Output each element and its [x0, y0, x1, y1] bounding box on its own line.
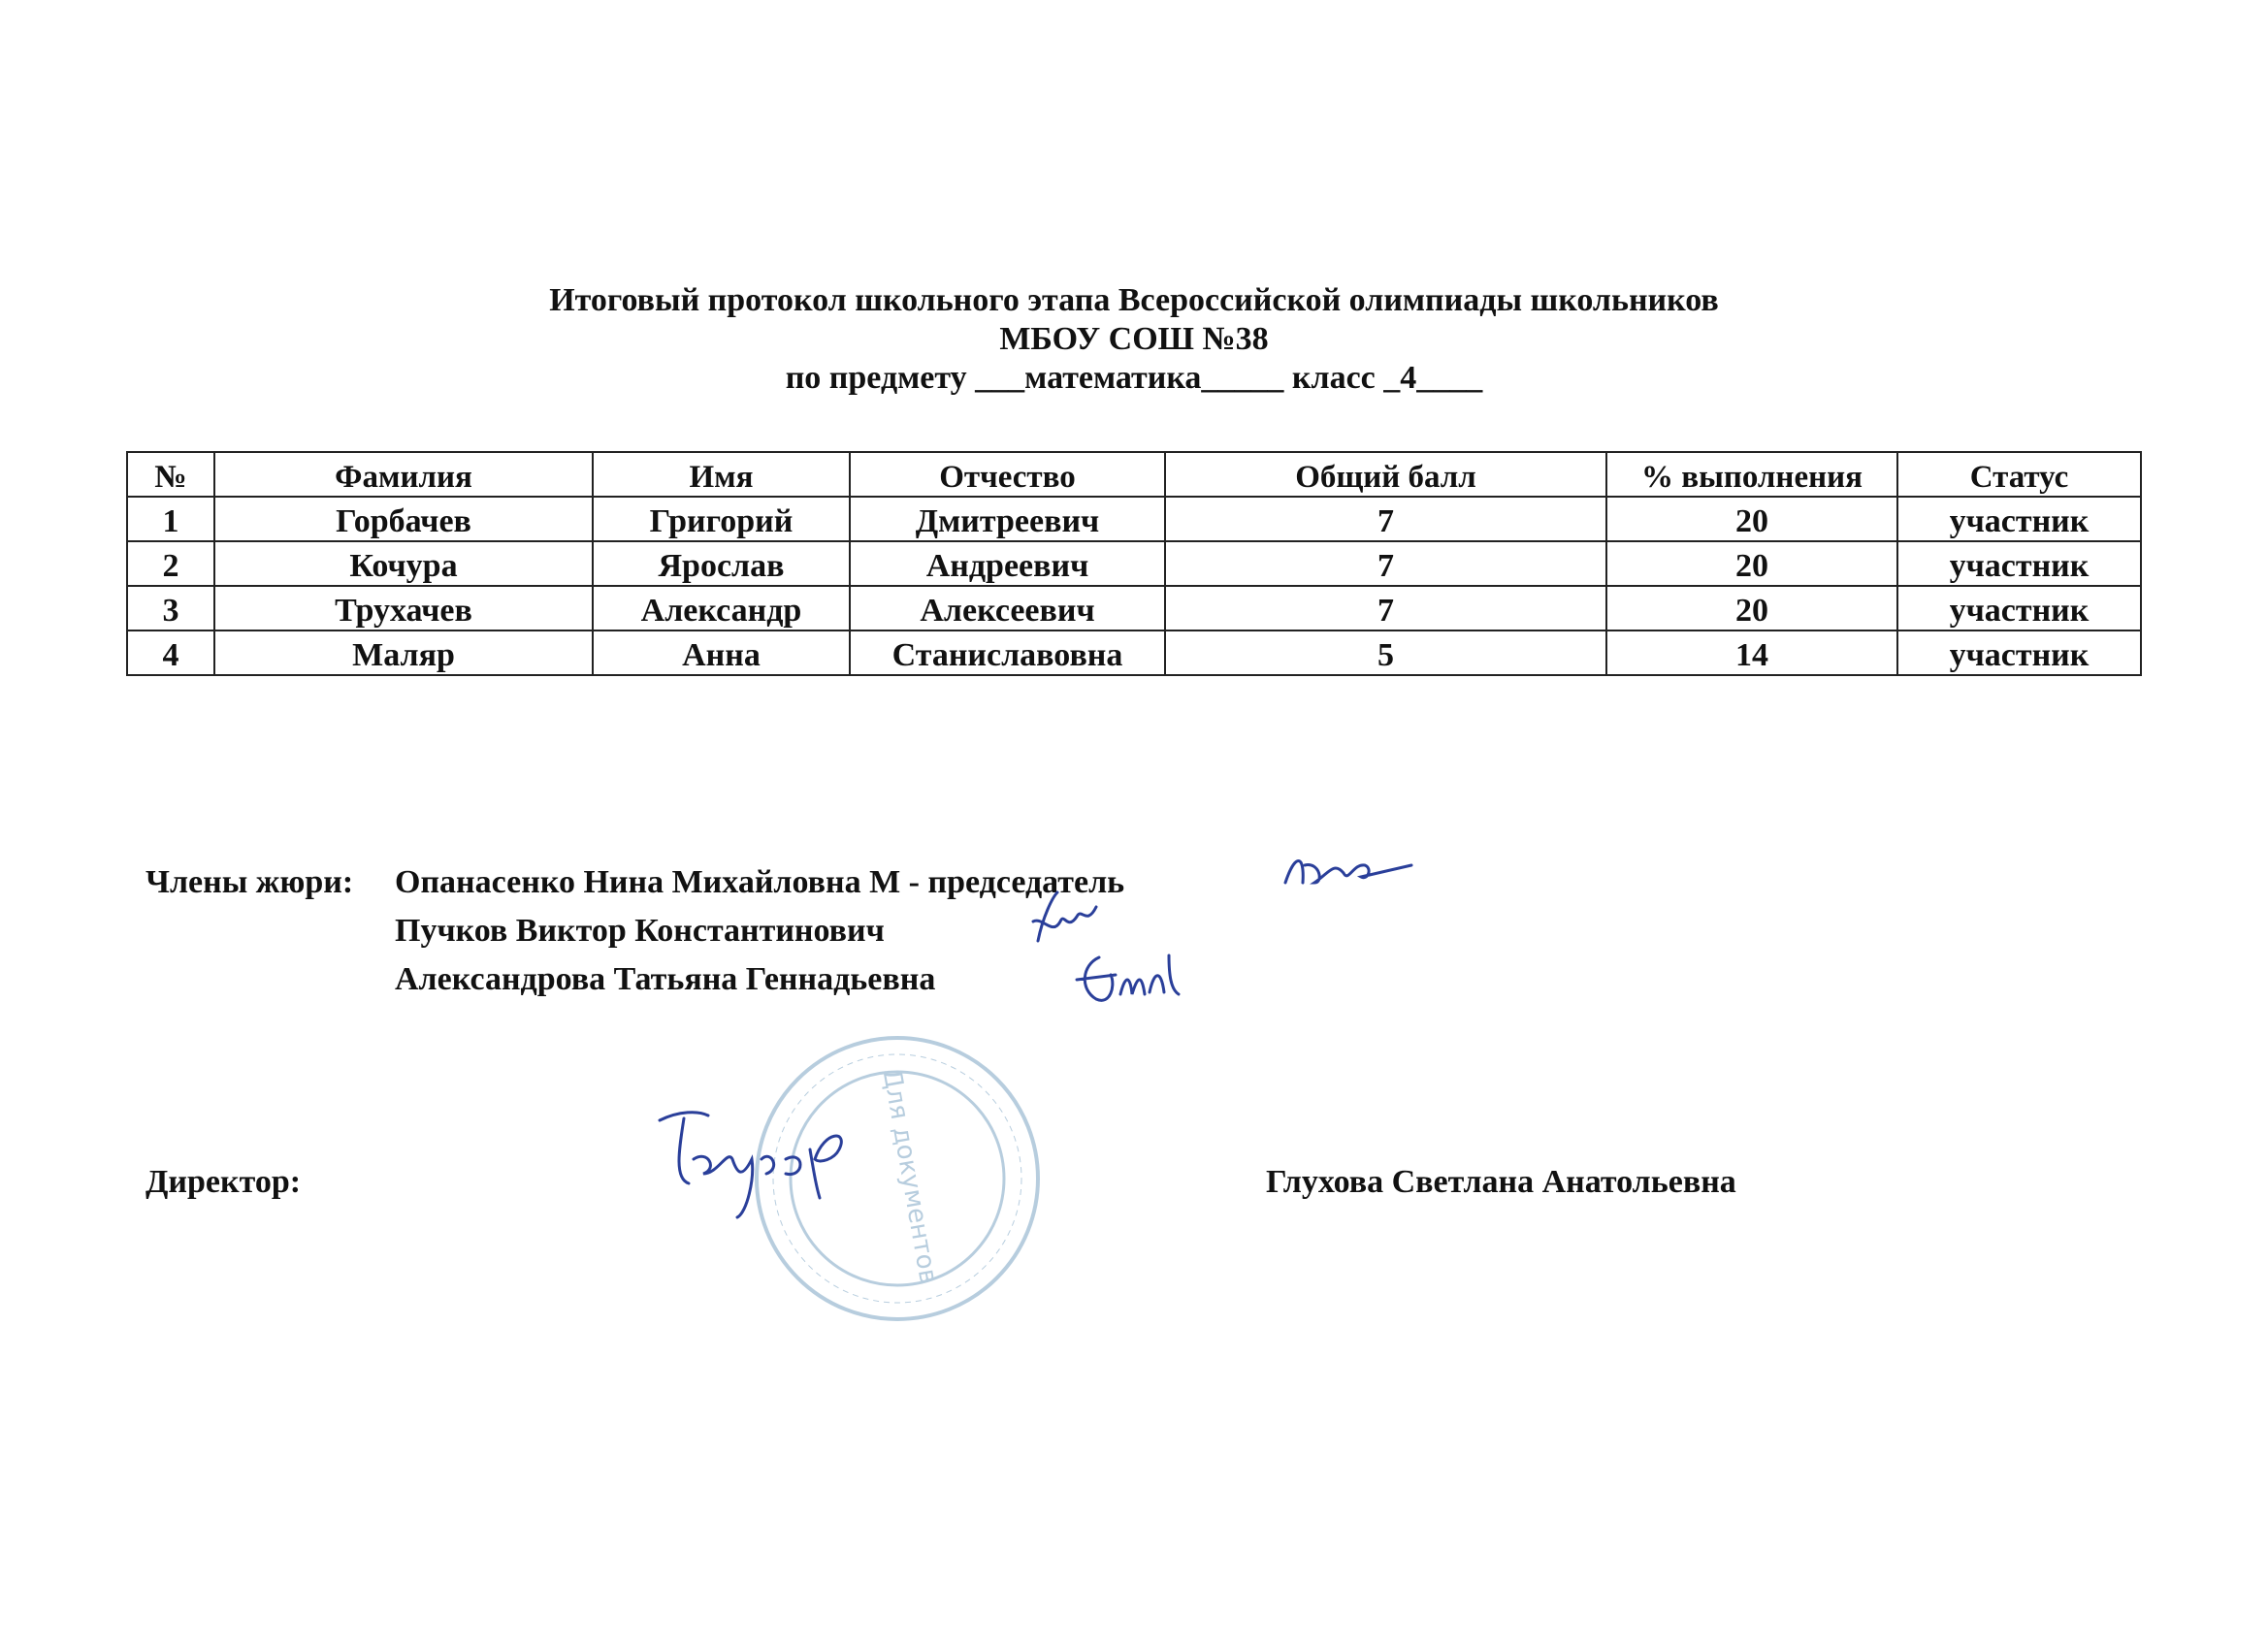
table-row	[127, 586, 2141, 630]
cell-status: участник	[1897, 497, 2141, 541]
jury-member: Пучков Виктор Константинович	[395, 913, 885, 949]
cell-num: 4	[127, 630, 214, 675]
signature-member-2	[1023, 888, 1101, 946]
stamp-text: Для документов	[876, 1066, 944, 1287]
cell-surname: Трухачев	[214, 586, 593, 630]
cell-percent: 14	[1606, 630, 1897, 675]
cell-score: 7	[1165, 586, 1606, 630]
col-header-percent: % выполнения	[1606, 452, 1897, 497]
col-header-surname: Фамилия	[214, 452, 593, 497]
cell-status: участник	[1897, 541, 2141, 586]
cell-num: 1	[127, 497, 214, 541]
cell-patronymic: Станиславовна	[850, 630, 1165, 675]
signature-member-3	[1072, 946, 1188, 1014]
cell-num: 3	[127, 586, 214, 630]
cell-status: участник	[1897, 586, 2141, 630]
cell-patronymic: Алексеевич	[850, 586, 1165, 630]
subject-class-line: по предмету ___математика_____ класс _4____	[785, 360, 1483, 396]
cell-surname: Горбачев	[214, 497, 593, 541]
col-header-score: Общий балл	[1165, 452, 1606, 497]
col-header-status: Статус	[1897, 452, 2141, 497]
director-label: Директор:	[146, 1164, 302, 1200]
table-row	[127, 541, 2141, 586]
table-row	[127, 630, 2141, 675]
cell-score: 7	[1165, 541, 1606, 586]
signature-director	[640, 1091, 892, 1227]
document-header	[0, 281, 2268, 398]
cell-score: 7	[1165, 497, 1606, 541]
cell-name: Анна	[593, 630, 850, 675]
jury-members	[395, 858, 1124, 1004]
jury-member-chair: Опанасенко Нина Михайловна М - председатель	[395, 864, 1125, 900]
protocol-title: Итоговый протокол школьного этапа Всероссийской олимпиады школьников	[549, 282, 1719, 318]
director-name: Глухова Светлана Анатольевна	[1266, 1164, 1736, 1200]
cell-percent: 20	[1606, 497, 1897, 541]
table-header-row	[127, 452, 2141, 497]
school-name: МБОУ СОШ №38	[999, 321, 1269, 357]
cell-percent: 20	[1606, 541, 1897, 586]
cell-surname: Маляр	[214, 630, 593, 675]
col-header-name: Имя	[593, 452, 850, 497]
jury-member: Александрова Татьяна Геннадьевна	[395, 961, 936, 997]
cell-num: 2	[127, 541, 214, 586]
results-table	[126, 451, 2142, 676]
cell-name: Ярослав	[593, 541, 850, 586]
jury-label: Члены жюри:	[146, 864, 354, 900]
cell-score: 5	[1165, 630, 1606, 675]
cell-patronymic: Дмитреевич	[850, 497, 1165, 541]
cell-patronymic: Андреевич	[850, 541, 1165, 586]
col-header-patronymic: Отчество	[850, 452, 1165, 497]
cell-surname: Кочура	[214, 541, 593, 586]
col-header-num: №	[127, 452, 214, 497]
cell-percent: 20	[1606, 586, 1897, 630]
table-row	[127, 497, 2141, 541]
cell-name: Григорий	[593, 497, 850, 541]
signature-chair	[1276, 844, 1421, 902]
cell-status: участник	[1897, 630, 2141, 675]
cell-name: Александр	[593, 586, 850, 630]
